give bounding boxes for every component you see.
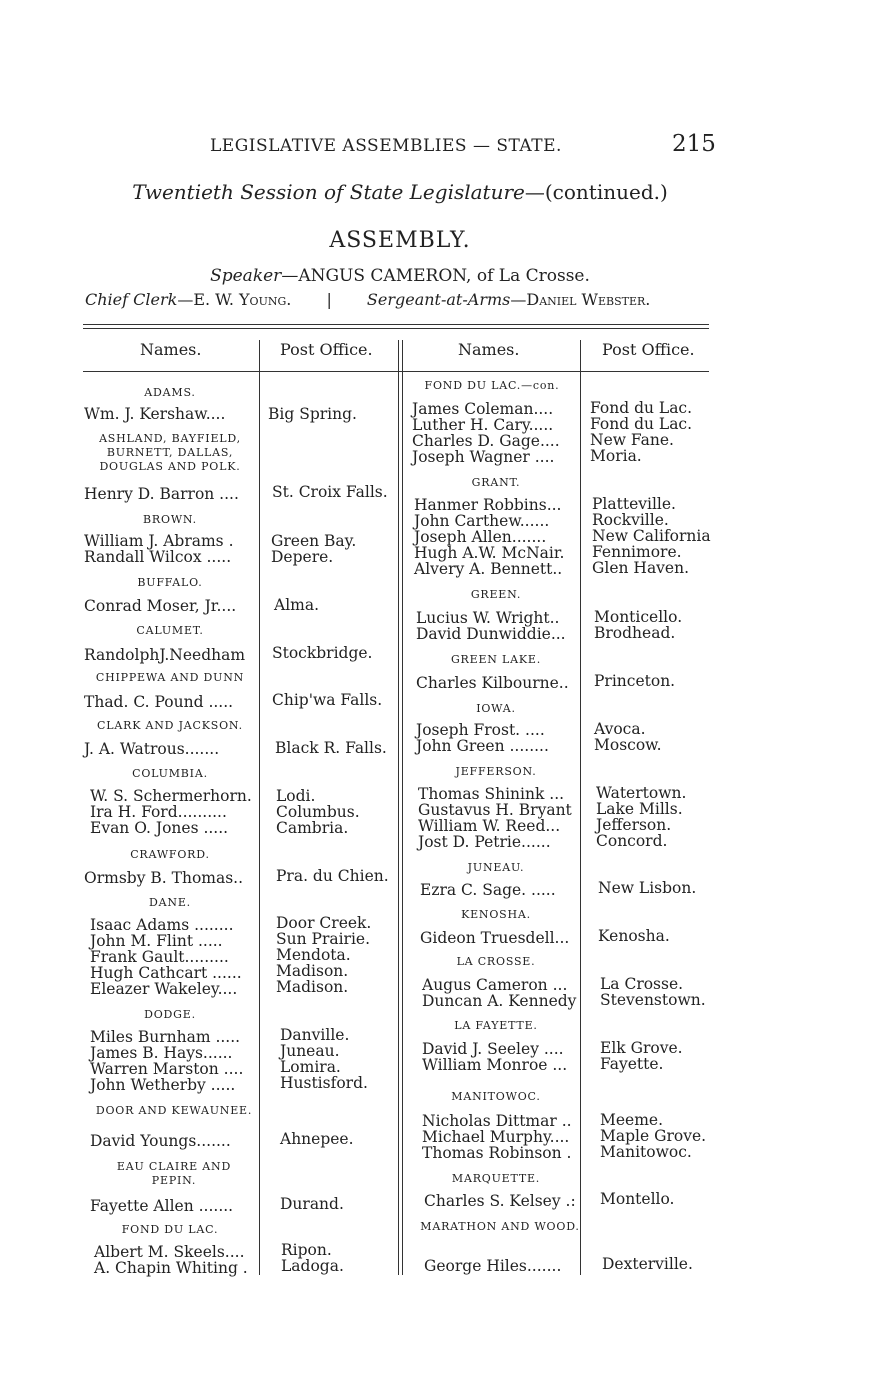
member-name: Hanmer Robbins... [414, 496, 562, 514]
speaker-line [0, 266, 800, 286]
member-post-office: Concord. [596, 832, 668, 850]
sergeant-value: —Daniel Webster. [510, 290, 651, 309]
member-post-office: Mendota. [276, 946, 351, 964]
member-name: Fayette Allen ....... [90, 1197, 234, 1215]
member-post-office: Danville. [280, 1026, 350, 1044]
member-name: Hugh A.W. McNair. [414, 544, 565, 562]
county-heading: COLUMBIA. [132, 767, 208, 780]
member-post-office: Lomira. [280, 1058, 341, 1076]
county-heading: EAU CLAIRE AND PEPIN. [116, 1160, 232, 1187]
member-name: Michael Murphy.... [422, 1128, 570, 1146]
member-name: William Monroe ... [422, 1056, 568, 1074]
county-heading: GREEN. [470, 588, 522, 601]
member-post-office: Black R. Falls. [275, 739, 387, 757]
member-name: Joseph Wagner .... [412, 448, 555, 466]
member-name: Gustavus H. Bryant [418, 801, 572, 819]
center-divider-2 [402, 340, 403, 1275]
member-post-office: Madison. [276, 962, 349, 980]
member-post-office: Watertown. [596, 784, 687, 802]
member-name: Gideon Truesdell... [420, 929, 570, 947]
member-name: David Dunwiddie... [416, 625, 566, 643]
member-name: John Green ........ [416, 737, 549, 755]
member-post-office: Fayette. [600, 1055, 664, 1073]
member-post-office: Columbus. [276, 803, 360, 821]
left-names-header: Names. [140, 340, 202, 359]
member-name: Charles Kilbourne.. [416, 674, 569, 692]
member-name: Frank Gault......... [90, 948, 229, 966]
member-name: Wm. J. Kershaw.... [84, 405, 226, 423]
member-post-office: Maple Grove. [600, 1127, 707, 1145]
member-name: W. S. Schermerhorn. [90, 787, 252, 805]
page-number: 215 [672, 131, 716, 157]
member-name: Henry D. Barron .... [84, 485, 239, 503]
member-name: Miles Burnham ..... [90, 1028, 241, 1046]
member-name: James B. Hays...... [90, 1044, 233, 1062]
member-name: Joseph Allen....... [414, 528, 547, 546]
county-heading: MARQUETTE. [451, 1172, 541, 1185]
county-heading: DANE. [149, 896, 191, 909]
member-name: Eleazer Wakeley.... [90, 980, 238, 998]
member-name: Albert M. Skeels.... [94, 1243, 245, 1261]
member-post-office: Madison. [276, 978, 349, 996]
member-post-office: Avoca. [594, 720, 646, 738]
member-post-office: Jefferson. [596, 816, 672, 834]
member-name: Augus Cameron ... [422, 976, 568, 994]
member-post-office: Lodi. [276, 787, 316, 805]
member-name: Randall Wilcox ..... [84, 548, 232, 566]
member-post-office: Platteville. [592, 495, 676, 513]
member-name: Thomas Robinson . [422, 1144, 572, 1162]
member-post-office: New Fane. [590, 431, 674, 449]
member-name: J. A. Watrous....... [84, 740, 220, 758]
left-post-office-header: Post Office. [280, 340, 373, 359]
member-name: Joseph Frost. .... [416, 721, 545, 739]
session-title-suffix: —(continued.) [524, 180, 668, 204]
county-heading: ASHLAND, BAYFIELD, BURNETT, DALLAS, DOUGLAS AND POLK. [99, 432, 241, 473]
session-title [0, 180, 800, 204]
member-name: Lucius W. Wright.. [416, 609, 560, 627]
member-name: John Carthew...... [414, 512, 550, 530]
member-post-office: Big Spring. [268, 405, 357, 423]
member-post-office: Hustisford. [280, 1074, 368, 1092]
county-heading: BUFFALO. [137, 576, 203, 589]
member-name: George Hiles....... [424, 1257, 562, 1275]
member-post-office: Alma. [274, 596, 320, 614]
header-bottom-rule [83, 371, 709, 372]
member-post-office: Monticello. [594, 608, 683, 626]
member-post-office: Depere. [271, 548, 334, 566]
session-title-italic: Twentieth Session of State Legislature [132, 180, 525, 204]
member-name: Ira H. Ford.......... [90, 803, 227, 821]
member-post-office: Glen Haven. [592, 559, 690, 577]
table-top-rule [83, 324, 709, 325]
county-heading: CALUMET. [136, 624, 204, 637]
member-post-office: Pra. du Chien. [276, 867, 389, 885]
member-post-office: Kenosha. [598, 927, 670, 945]
sergeant-label: Sergeant-at-Arms [366, 290, 511, 309]
member-name: Luther H. Cary..... [412, 416, 554, 434]
member-name: Thomas Shinink ... [418, 785, 565, 803]
member-name: Charles D. Gage.... [412, 432, 560, 450]
county-heading: JUNEAU. [467, 861, 525, 874]
member-post-office: Princeton. [594, 672, 676, 690]
member-post-office: Montello. [600, 1190, 675, 1208]
county-heading: CRAWFORD. [130, 848, 210, 861]
member-post-office: Meeme. [600, 1111, 664, 1129]
member-post-office: Green Bay. [271, 532, 357, 550]
county-heading: BROWN. [143, 513, 197, 526]
member-name: James Coleman.... [412, 400, 554, 418]
member-post-office: Cambria. [276, 819, 349, 837]
member-post-office: Dexterville. [602, 1255, 693, 1273]
member-post-office: St. Croix Falls. [272, 483, 388, 501]
member-name: Conrad Moser, Jr.... [84, 597, 237, 615]
member-name: Hugh Cathcart ...... [90, 964, 242, 982]
county-heading: CLARK AND JACKSON. [97, 719, 243, 732]
member-post-office: New California [592, 527, 711, 545]
member-post-office: Ahnepee. [280, 1130, 354, 1148]
county-heading: GRANT. [471, 476, 521, 489]
member-post-office: Moria. [590, 447, 642, 465]
right-post-office-header: Post Office. [602, 340, 695, 359]
member-post-office: New Lisbon. [598, 879, 697, 897]
member-post-office: Fennimore. [592, 543, 682, 561]
member-name: Charles S. Kelsey .: [424, 1192, 576, 1210]
member-name: William W. Reed... [418, 817, 561, 835]
member-post-office: Fond du Lac. [590, 415, 693, 433]
member-post-office: Chip'wa Falls. [272, 691, 383, 709]
county-heading: CHIPPEWA AND DUNN [95, 671, 245, 684]
member-post-office: La Crosse. [600, 975, 684, 993]
speaker-value: —ANGUS CAMERON, of La Crosse. [281, 266, 590, 286]
county-heading: MARATHON AND WOOD. [420, 1220, 580, 1233]
member-name: David J. Seeley .... [422, 1040, 564, 1058]
running-title: LEGISLATIVE ASSEMBLIES — STATE. [210, 136, 562, 156]
member-name: Alvery A. Bennett.. [414, 560, 563, 578]
left-column-divider [259, 340, 260, 1275]
county-heading: LA CROSSE. [456, 955, 536, 968]
member-post-office: Elk Grove. [600, 1039, 683, 1057]
member-post-office: Ladoga. [281, 1257, 344, 1275]
table-top-rule-2 [83, 328, 709, 329]
county-heading: IOWA. [476, 702, 516, 715]
member-post-office: Sun Prairie. [276, 930, 371, 948]
member-name: A. Chapin Whiting . [94, 1259, 248, 1277]
member-post-office: Stockbridge. [272, 644, 373, 662]
county-heading: GREEN LAKE. [450, 653, 542, 666]
county-heading: MANITOWOC. [451, 1090, 541, 1103]
member-name: Evan O. Jones ..... [90, 819, 229, 837]
county-heading: FOND DU LAC. [121, 1223, 219, 1236]
member-name: Thad. C. Pound ..... [84, 693, 234, 711]
center-divider [398, 340, 399, 1275]
body-title: ASSEMBLY. [329, 228, 471, 253]
right-names-header: Names. [458, 340, 520, 359]
county-heading: KENOSHA. [461, 908, 531, 921]
member-post-office: Door Creek. [276, 914, 372, 932]
clerk-label: Chief Clerk [85, 290, 178, 309]
member-post-office: Lake Mills. [596, 800, 683, 818]
member-name: Warren Marston .... [90, 1060, 244, 1078]
member-name: John M. Flint ..... [90, 932, 223, 950]
member-name: RandolphJ.Needham [84, 646, 246, 664]
clerk-value: —E. W. Young. [177, 290, 292, 309]
officers-line [85, 290, 650, 309]
member-post-office: Stevenstown. [600, 991, 706, 1009]
county-heading: FOND DU LAC.—con. [424, 379, 560, 392]
member-post-office: Fond du Lac. [590, 399, 693, 417]
county-heading: LA FAYETTE. [454, 1019, 538, 1032]
member-name: William J. Abrams . [84, 532, 234, 550]
member-name: Nicholas Dittmar .. [422, 1112, 572, 1130]
member-name: Ormsby B. Thomas.. [84, 869, 244, 887]
member-name: Ezra C. Sage. ..... [420, 881, 556, 899]
member-name: David Youngs....... [90, 1132, 231, 1150]
member-name: John Wetherby ..... [90, 1076, 236, 1094]
member-post-office: Brodhead. [594, 624, 676, 642]
member-post-office: Moscow. [594, 736, 662, 754]
county-heading: ADAMS. [144, 386, 196, 399]
member-post-office: Rockville. [592, 511, 669, 529]
member-name: Jost D. Petrie...... [418, 833, 551, 851]
member-name: Duncan A. Kennedy [422, 992, 577, 1010]
member-post-office: Manitowoc. [600, 1143, 692, 1161]
speaker-label: Speaker [210, 266, 282, 286]
officers-divider: | [326, 290, 332, 309]
member-name: Isaac Adams ........ [90, 916, 234, 934]
county-heading: DOOR AND KEWAUNEE. [95, 1104, 253, 1117]
member-post-office: Juneau. [280, 1042, 340, 1060]
county-heading: JEFFERSON. [455, 765, 537, 778]
county-heading: DODGE. [144, 1008, 196, 1021]
member-post-office: Durand. [280, 1195, 344, 1213]
member-post-office: Ripon. [281, 1241, 332, 1259]
